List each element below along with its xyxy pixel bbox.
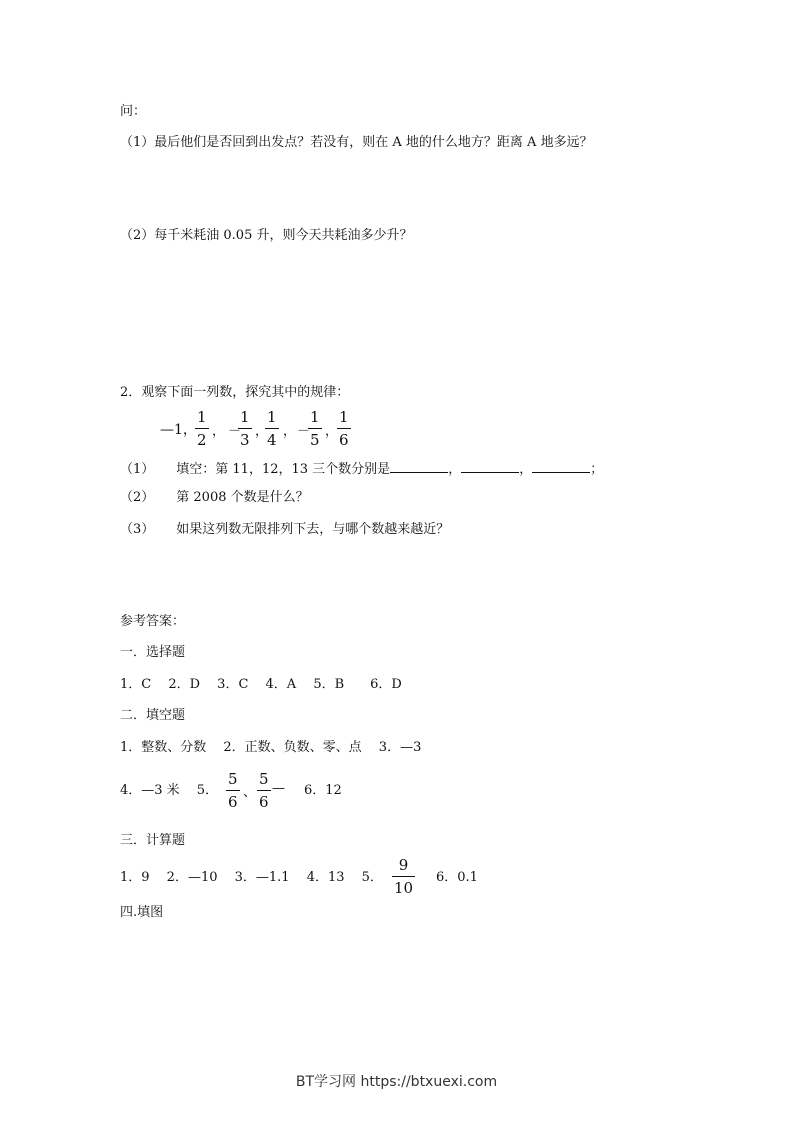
answer-fraction	[257, 770, 271, 811]
sequence-first-term: —1，	[160, 422, 197, 438]
fraction-bar	[195, 428, 209, 429]
fraction-denominator: 6	[339, 431, 349, 449]
sub-question-1	[120, 459, 603, 478]
question-part-1: （1）最后他们是否回到出发点？若没有，则在 A 地的什么地方？距离 A 地多远？	[120, 135, 593, 150]
section-3-line-start: 1．9 2．—10 3．—1.1 4．13 5．	[120, 870, 383, 885]
question-prompt: 问：	[120, 104, 147, 119]
fraction-numerator: 5	[228, 770, 238, 788]
blank-end: ；	[590, 462, 604, 477]
fraction-suffix: —	[272, 781, 285, 796]
fraction-numerator: 1	[267, 408, 277, 426]
answers-heading: 参考答案：	[120, 614, 186, 629]
fraction-bar	[308, 428, 322, 429]
sequence-fraction	[195, 408, 209, 449]
sub-question-3	[120, 522, 449, 538]
question-2-title: 2．观察下面一列数，探究其中的规律：	[120, 385, 350, 400]
sequence-separator: ，	[212, 424, 226, 439]
sub-question-label: （3）	[120, 522, 155, 537]
sub-question-label: （1）	[120, 462, 155, 477]
section-2-line-2-start: 4．—3 米 5．	[120, 783, 219, 798]
fraction-numerator: 5	[259, 770, 269, 788]
sequence-separator: ，	[255, 424, 269, 439]
answer-fraction	[392, 856, 415, 897]
fraction-denominator: 6	[228, 793, 238, 811]
fraction-numerator: 1	[197, 408, 207, 426]
fraction-numerator: 1	[310, 408, 320, 426]
question-part-2: （2）每千米耗油 0.05 升，则今天共耗油多少升？	[120, 228, 413, 243]
section-2-title: 二．填空题	[120, 708, 186, 723]
sequence-separator: ，	[283, 424, 297, 439]
sequence-fraction	[238, 408, 252, 449]
blank-separator: ，	[519, 462, 533, 477]
sequence-sign: －	[228, 424, 242, 439]
fraction-bar	[265, 428, 279, 429]
sub-question-text: 如果这列数无限排列下去，与哪个数越来越近？	[176, 522, 450, 537]
fraction-bar	[337, 428, 351, 429]
sequence-fraction	[265, 408, 279, 449]
sub-question-text: 第 2008 个数是什么？	[176, 490, 309, 505]
fraction-denominator: 6	[259, 793, 269, 811]
fraction-bar	[392, 876, 415, 877]
fraction-separator: 、	[243, 785, 257, 800]
fraction-denominator: 3	[240, 431, 250, 449]
fraction-bar	[226, 790, 240, 791]
fraction-numerator: 1	[339, 408, 349, 426]
fraction-denominator: 2	[197, 431, 207, 449]
answer-blank[interactable]	[532, 459, 590, 473]
sequence-separator: ，	[325, 424, 339, 439]
fraction-denominator: 4	[267, 431, 277, 449]
answer-blank[interactable]	[390, 459, 448, 473]
fraction-numerator: 9	[398, 856, 409, 874]
section-1-title: 一．选择题	[120, 645, 186, 660]
section-2-line-2-end: 6．12	[304, 783, 342, 798]
sub-question-2	[120, 490, 309, 506]
blank-separator: ，	[448, 462, 462, 477]
answer-blank[interactable]	[461, 459, 519, 473]
fraction-bar	[257, 790, 271, 791]
fraction-denominator: 5	[310, 431, 320, 449]
fraction-bar	[238, 428, 252, 429]
sequence-fraction	[337, 408, 351, 449]
section-2-line-1: 1．整数、分数 2．正数、负数、零、点 3．—3	[120, 740, 422, 755]
section-1-answers: 1．C 2．D 3．C 4．A 5．B 6．D	[120, 677, 402, 692]
sub-question-label: （2）	[120, 490, 155, 505]
fraction-denominator: 10	[394, 879, 414, 897]
section-3-line-end: 6．0.1	[436, 870, 478, 885]
fraction-numerator: 1	[240, 408, 250, 426]
sub-question-text: 填空：第 11，12，13 三个数分别是	[176, 462, 391, 477]
section-3-title: 三．计算题	[120, 833, 186, 848]
page-footer: BT学习网 https://btxuexi.com	[295, 1074, 498, 1090]
sequence-fraction	[308, 408, 322, 449]
answer-fraction	[226, 770, 240, 811]
section-4-title: 四.填图	[120, 905, 164, 920]
sequence-sign: －	[297, 424, 311, 439]
